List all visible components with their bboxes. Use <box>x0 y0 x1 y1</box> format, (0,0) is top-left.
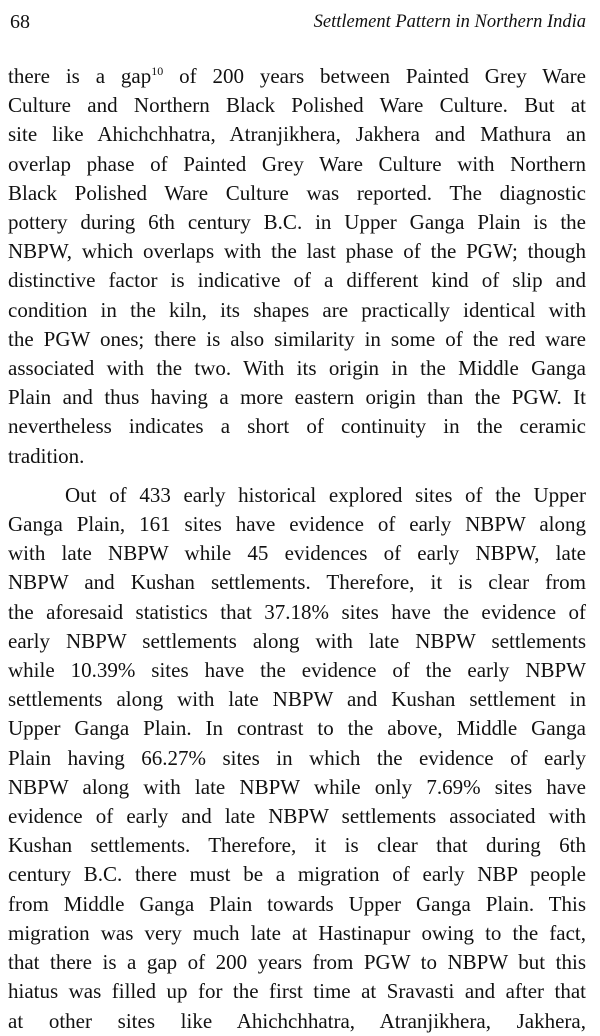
page-header <box>10 8 586 36</box>
text-line: distinctive factor is indicative of a different kind of slip and <box>8 268 586 293</box>
text-line: Out of 433 early historical explored sites of the Upper <box>65 482 586 507</box>
text-line: Ganga Plain, 161 sites have evidence of early NBPW along <box>8 512 586 537</box>
text-line: Culture and Northern Black Polished Ware Culture. But at <box>8 93 586 118</box>
page-number: 68 <box>10 11 30 33</box>
text-line: Kushan settlements. Therefore, it is clear that during 6th <box>8 833 586 858</box>
text-line: Black Polished Ware Culture was reported. The diagnostic <box>8 180 586 205</box>
text-line: pottery during 6th century B.C. in Upper Ganga Plain is the <box>8 210 586 235</box>
text-line: while 10.39% sites have the evidence of the early NBPW <box>8 658 586 683</box>
text-line: settlements along with late NBPW and Kushan settlement in <box>8 687 586 712</box>
text-line-end: of 200 years between Painted Grey Ware <box>163 64 586 88</box>
text-line: with late NBPW while 45 evidences of early NBPW, late <box>8 541 586 566</box>
text-line: Upper Ganga Plain. In contrast to the above, Middle Ganga <box>8 716 586 741</box>
text-line: condition in the kiln, its shapes are practically identical with <box>8 297 586 322</box>
text-line: the PGW ones; there is also similarity in some of the red ware <box>8 326 586 351</box>
text-line: site like Ahichchhatra, Atranjikhera, Jakhera and Mathura an <box>8 122 586 147</box>
text-line: early NBPW settlements along with late NBPW settlements <box>8 628 586 653</box>
text-line: nevertheless indicates a short of continuity in the ceramic <box>8 414 586 439</box>
footnote-reference[interactable]: 10 <box>151 64 164 78</box>
text-line: Plain having 66.27% sites in which the evidence of early <box>8 745 586 770</box>
running-title: Settlement Pattern in Northern India <box>313 12 586 32</box>
text-line: migration was very much late at Hastinapur owing to the fact, <box>8 920 586 945</box>
paragraph <box>8 481 586 1036</box>
text-line: century B.C. there must be a migration of early NBP people <box>8 862 586 887</box>
paragraph <box>8 62 586 471</box>
body-text <box>8 62 586 1036</box>
text-line: Plain and thus having a more eastern origin than the PGW. It <box>8 385 586 410</box>
text-line: the aforesaid statistics that 37.18% sites have the evidence of <box>8 599 586 624</box>
text-line: at other sites like Ahichchhatra, Atranjikhera, Jakhera, <box>8 1008 586 1033</box>
text-line: NBPW and Kushan settlements. Therefore, it is clear from <box>8 570 586 595</box>
text-line: associated with the two. With its origin in the Middle Ganga <box>8 356 586 381</box>
text-line: NBPW along with late NBPW while only 7.69% sites have <box>8 774 586 799</box>
text-line: overlap phase of Painted Grey Ware Culture with Northern <box>8 151 586 176</box>
text-line: from Middle Ganga Plain towards Upper Ganga Plain. This <box>8 891 586 916</box>
text-line: that there is a gap of 200 years from PGW to NBPW but this <box>8 950 586 975</box>
text-line: evidence of early and late NBPW settlements associated with <box>8 804 586 829</box>
text-line-start: there is a gap <box>8 64 152 88</box>
text-line <box>8 62 586 91</box>
text-line: tradition. <box>8 443 85 468</box>
text-line: hiatus was filled up for the first time at Sravasti and after that <box>8 979 586 1004</box>
text-line: NBPW, which overlaps with the last phase of the PGW; though <box>8 239 586 264</box>
